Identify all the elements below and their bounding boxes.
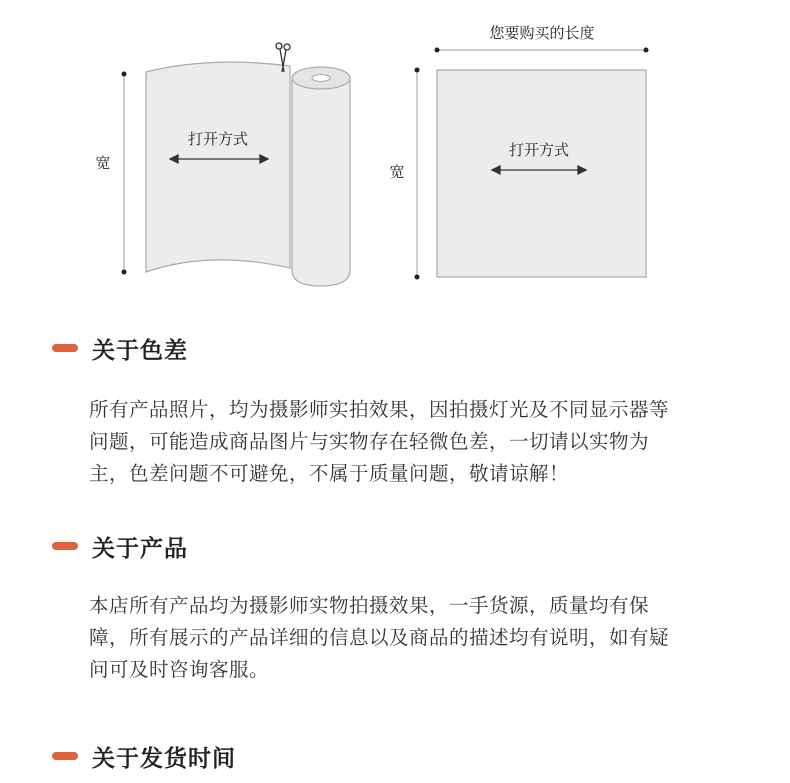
left-roll-figure [122,43,351,286]
roll-size-diagram [0,0,790,310]
right-width-label: 宽 [389,163,405,181]
left-width-label: 宽 [95,154,111,172]
right-open-label: 打开方式 [508,141,570,159]
body-line: 所有产品照片，均为摄影师实拍效果，因拍摄灯光及不同显示器等 [89,398,670,421]
accent-bar [52,344,78,352]
section-body [89,394,739,490]
body-line: 障，所有展示的产品详细的信息以及商品的描述均有说明，如有疑 [89,626,670,649]
body-line: 问题，可能造成商品图片与实物存在轻微色差，一切请以实物为 [89,430,650,453]
body-line: 主，色差问题不可避免，不属于质量问题，敬请谅解！ [89,462,570,485]
section-header [52,333,188,363]
length-label: 您要购买的长度 [489,24,595,42]
section-title: 关于发货时间 [92,745,236,772]
left-open-label: 打开方式 [187,130,249,148]
body-line: 本店所有产品均为摄影师实物拍摄效果，一手货源，质量均有保 [89,594,650,617]
flat-sheet [437,70,646,277]
section-header [52,531,188,561]
accent-bar [52,542,78,550]
right-sheet-figure [415,48,649,280]
accent-bar [52,752,78,760]
body-line: 问可及时咨询客服。 [89,658,270,681]
roll-core [312,75,330,82]
roll-cylinder [292,80,350,286]
section-header [52,741,236,771]
unrolled-sheet [146,62,290,272]
section-title: 关于色差 [92,337,188,364]
section-title: 关于产品 [92,535,188,562]
section-body [89,590,739,686]
